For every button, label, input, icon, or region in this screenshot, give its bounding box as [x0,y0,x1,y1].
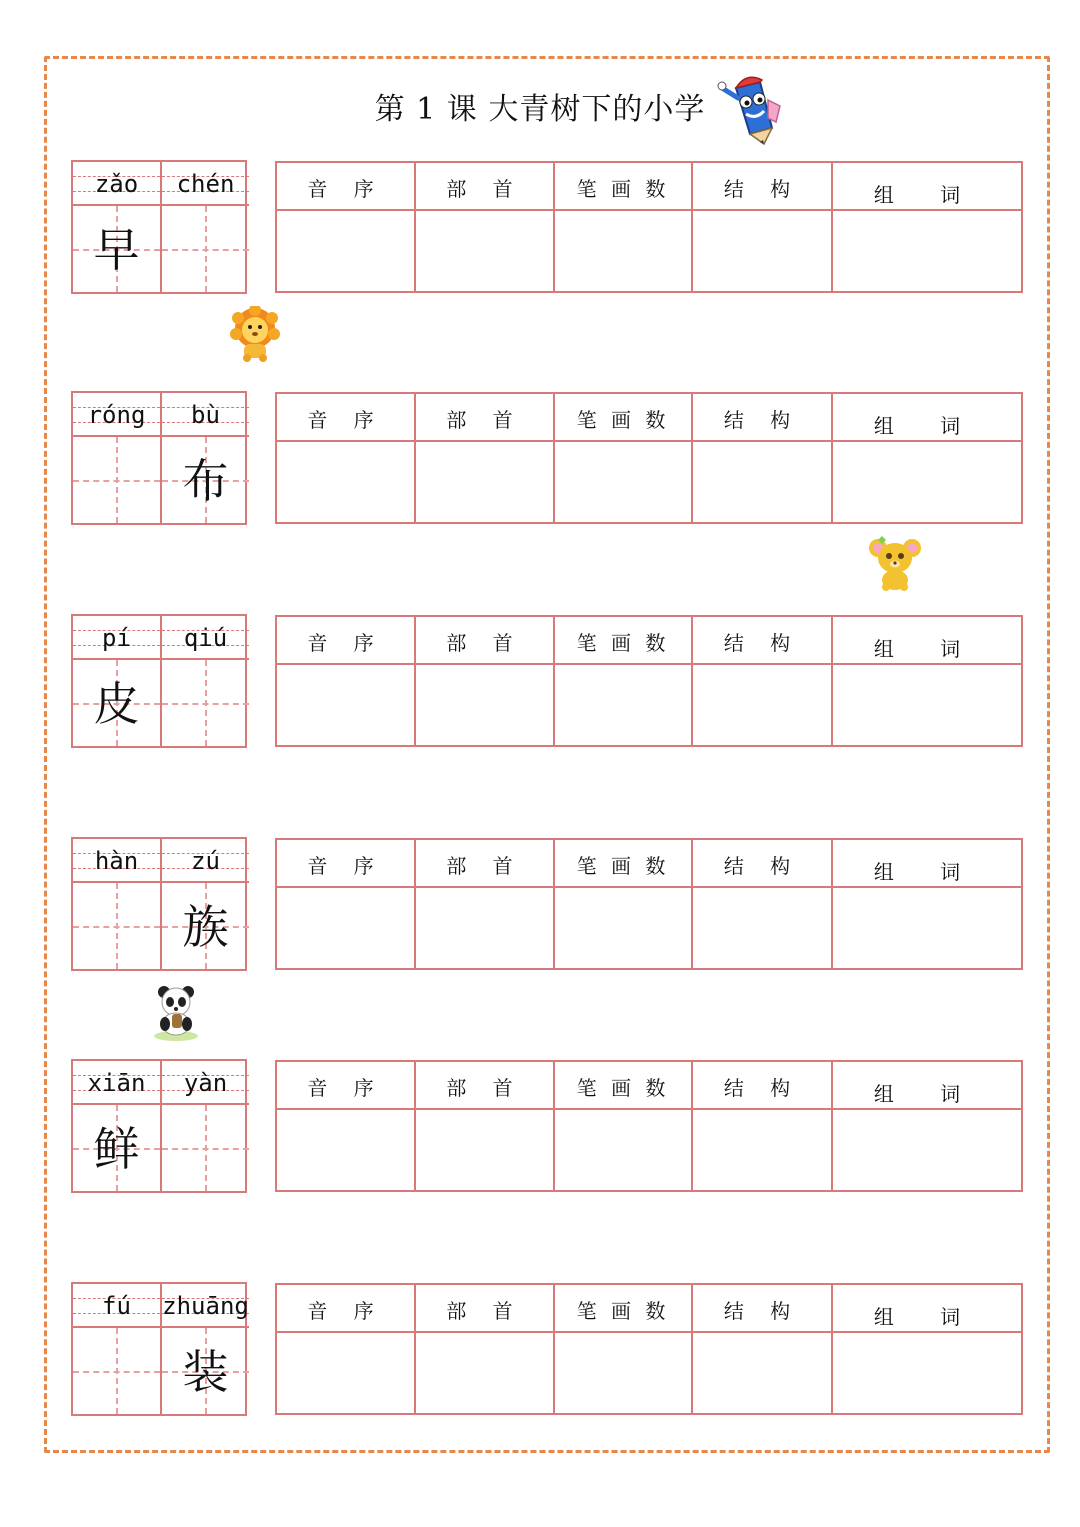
answer-cell[interactable] [555,665,693,745]
info-table [275,161,1023,293]
header-bushou: 部 首 [416,617,555,665]
header-zuci: 组 词 [833,394,1021,442]
lion-icon [230,306,280,362]
answer-cell[interactable] [277,665,416,745]
header-yinxu: 音 序 [277,1062,416,1110]
answer-cell[interactable] [693,888,833,968]
info-table [275,838,1023,970]
answer-cell[interactable] [693,442,833,522]
char-cell [73,839,160,969]
pinyin-text: xiān [87,1069,146,1097]
header-yinxu: 音 序 [277,394,416,442]
pinyin-text: chén [176,170,235,198]
header-bushou: 部 首 [416,1285,555,1333]
answer-cell[interactable] [555,1333,693,1413]
hanzi-char: 装 [182,1345,229,1399]
header-zuci: 组 词 [833,1285,1021,1333]
char-cell [160,839,249,969]
answer-cell[interactable] [833,442,1021,522]
char-cell [73,1284,160,1414]
answer-cell[interactable] [416,1110,555,1190]
info-table [275,392,1023,524]
char-cell [73,393,160,523]
answer-cell[interactable] [693,1110,833,1190]
header-jiegou: 结 构 [693,1062,833,1110]
header-zuci: 组 词 [833,163,1021,211]
answer-cell[interactable] [833,1333,1021,1413]
char-cell [73,162,160,292]
pinyin-text: zhuāng [162,1292,249,1320]
answer-cell[interactable] [555,211,693,291]
header-zuci: 组 词 [833,617,1021,665]
pinyin-text: fú [102,1292,131,1320]
header-bihua: 笔 画 数 [555,394,693,442]
answer-cell[interactable] [277,442,416,522]
header-jiegou: 结 构 [693,617,833,665]
hanzi-char: 早 [93,223,140,277]
header-bushou: 部 首 [416,394,555,442]
answer-cell[interactable] [833,888,1021,968]
answer-cell[interactable] [416,211,555,291]
answer-cell[interactable] [833,211,1021,291]
header-yinxu: 音 序 [277,163,416,211]
answer-cell[interactable] [555,1110,693,1190]
answer-cell[interactable] [277,211,416,291]
header-zuci: 组 词 [833,840,1021,888]
panda-icon [150,984,202,1042]
header-bihua: 笔 画 数 [555,617,693,665]
answer-cell[interactable] [833,665,1021,745]
header-yinxu: 音 序 [277,1285,416,1333]
header-jiegou: 结 构 [693,840,833,888]
header-bushou: 部 首 [416,163,555,211]
pinyin-text: zǎo [94,170,139,198]
answer-cell[interactable] [555,888,693,968]
header-jiegou: 结 构 [693,394,833,442]
header-bihua: 笔 画 数 [555,840,693,888]
header-bihua: 笔 画 数 [555,1062,693,1110]
header-bushou: 部 首 [416,1062,555,1110]
char-cell [160,162,249,292]
hanzi-char: 布 [182,454,229,508]
answer-cell[interactable] [416,665,555,745]
hanzi-grid [71,1282,247,1416]
header-bushou: 部 首 [416,840,555,888]
pinyin-text: qiú [183,624,228,652]
header-yinxu: 音 序 [277,840,416,888]
pinyin-text: yàn [183,1069,228,1097]
hanzi-char: 族 [182,900,229,954]
pinyin-text: bù [191,401,220,429]
answer-cell[interactable] [416,888,555,968]
char-cell [160,1061,249,1191]
pinyin-text: pí [102,624,131,652]
answer-cell[interactable] [277,888,416,968]
hanzi-grid [71,614,247,748]
hanzi-grid [71,1059,247,1193]
header-bihua: 笔 画 数 [555,163,693,211]
answer-cell[interactable] [693,665,833,745]
header-zuci: 组 词 [833,1062,1021,1110]
answer-cell[interactable] [277,1110,416,1190]
hanzi-grid [71,391,247,525]
bear-icon [866,534,924,592]
answer-cell[interactable] [416,1333,555,1413]
header-bihua: 笔 画 数 [555,1285,693,1333]
answer-cell[interactable] [555,442,693,522]
info-table [275,615,1023,747]
page-title: 第 1 课 大青树下的小学 [374,92,706,127]
header-jiegou: 结 构 [693,1285,833,1333]
pinyin-text: róng [87,401,146,429]
header-jiegou: 结 构 [693,163,833,211]
char-cell [73,616,160,746]
answer-cell[interactable] [416,442,555,522]
answer-cell[interactable] [833,1110,1021,1190]
pinyin-text: zú [191,847,220,875]
answer-cell[interactable] [693,1333,833,1413]
header-yinxu: 音 序 [277,617,416,665]
char-cell [160,1284,249,1414]
hanzi-char: 鲜 [93,1122,140,1176]
char-cell [160,616,249,746]
hanzi-char: 皮 [93,677,140,731]
info-table [275,1060,1023,1192]
hanzi-grid [71,160,247,294]
hanzi-grid [71,837,247,971]
pinyin-text: hàn [94,847,139,875]
answer-cell[interactable] [277,1333,416,1413]
pencil-mascot-icon [716,68,790,148]
char-cell [73,1061,160,1191]
char-cell [160,393,249,523]
answer-cell[interactable] [693,211,833,291]
info-table [275,1283,1023,1415]
